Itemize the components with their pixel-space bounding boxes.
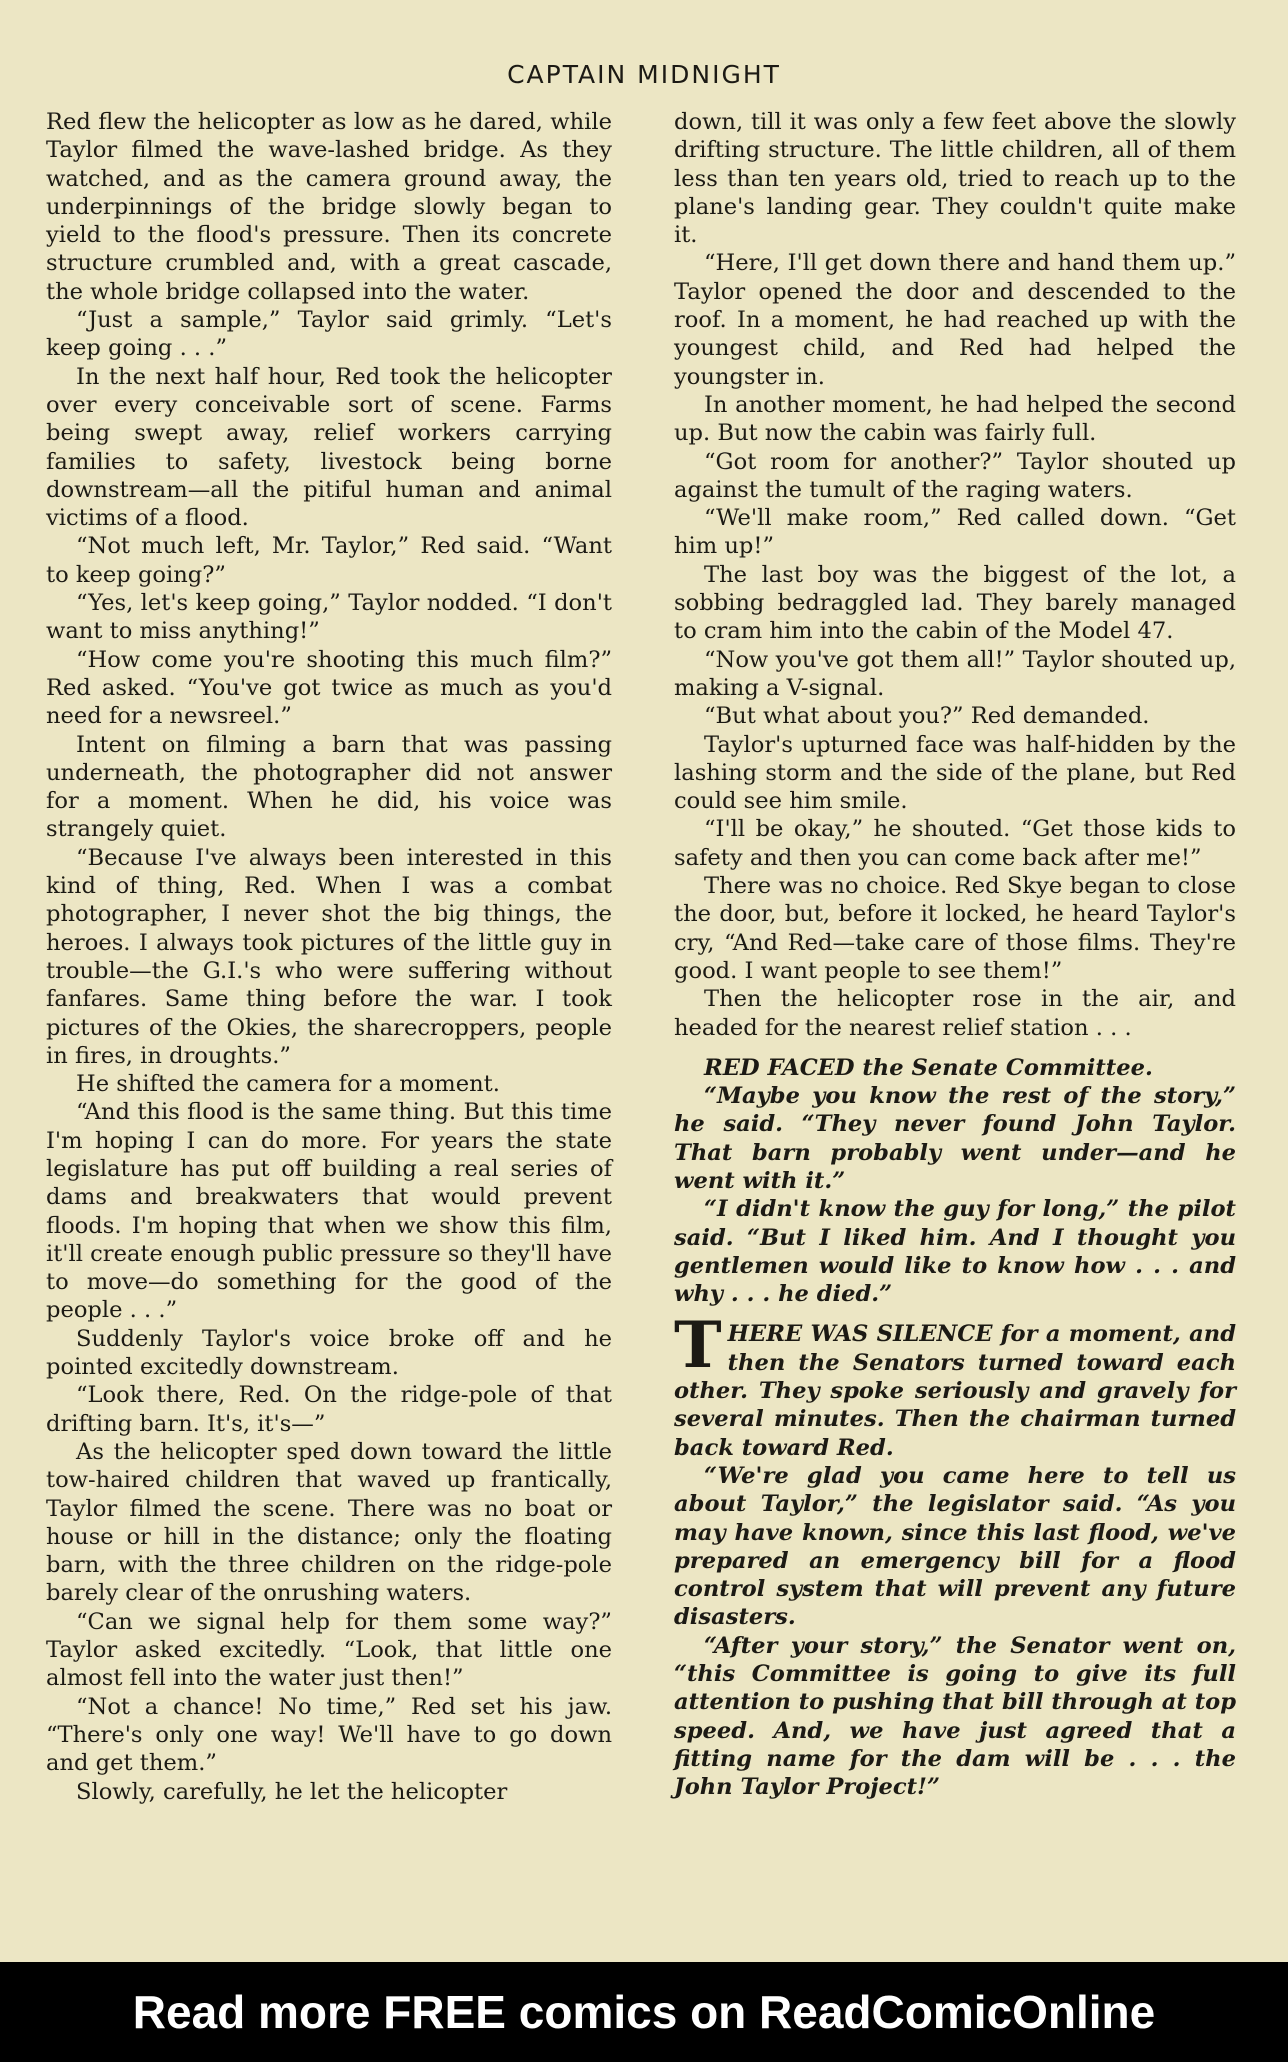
paragraph: “Not a chance! No time,” Red set his jaw. “There's only one way! We'll have to go down and get them.” <box>46 1693 612 1777</box>
paragraph: “Just a sample,” Taylor said grimly. “Let's keep going . . .” <box>46 307 612 362</box>
paragraph: Red flew the helicopter as low as he dared, while Taylor filmed the wave-lashed bridge. As they watched, and as the camera ground away, the underpinnings of the bridge slowly began to yield to the flood's pressure. Then its concrete structure crumbled and, with a great cascade, the whole bridge collapsed into the water. <box>46 109 612 305</box>
paragraph: Intent on filming a barn that was passing underneath, the photographer did not answer for a moment. When he did, his voice was strangely quiet. <box>46 731 612 843</box>
left-column <box>46 108 612 1806</box>
paragraph: Suddenly Taylor's voice broke off and he pointed excitedly downstream. <box>46 1325 612 1381</box>
paragraph: down, till it was only a few feet above the slowly drifting structure. The little children, all of them less than ten years old, tried to reach up to the plane's landing gear. They couldn't quite make it. <box>674 109 1236 249</box>
paragraph: “Got room for another?” Taylor shouted up against the tumult of the raging waters. <box>674 448 1236 503</box>
promo-banner[interactable]: Read more FREE comics on ReadComicOnline <box>0 1962 1288 2062</box>
italic-paragraph: “We're glad you came here to tell us about Taylor,” the legislator said. “As you may have known, since this last flood, we've prepared an emergency bill for a flood control system that will prevent any future disasters. <box>674 1462 1236 1631</box>
paragraph: “How come you're shooting this much film?” Red asked. “You've got twice as much as you'd need for a newsreel.” <box>46 646 612 730</box>
italic-paragraph: “After your story,” the Senator went on, “this Committee is going to give its full attention to pushing that bill through at top speed. And, we have just agreed that a fitting name for the dam will be . . . the John Taylor Project!” <box>674 1632 1236 1801</box>
paragraph: “We'll make room,” Red called down. “Get him up!” <box>674 505 1236 560</box>
paragraph: He shifted the camera for a moment. <box>76 1071 500 1098</box>
paragraph: “I'll be okay,” he shouted. “Get those kids to safety and then you can come back after me!” <box>674 816 1236 871</box>
paragraph: “And this flood is the same thing. But this time I'm hoping I can do more. For years the state legislature has put off building a real series of dams and breakwaters that would prevent floods. I'm hoping that when we show this film, it'll create enough public pressure so they'll have to move—do something for the good of the people . . .” <box>46 1099 612 1324</box>
drop-cap: T <box>674 1308 722 1384</box>
italic-paragraph: “I didn't know the guy for long,” the pilot said. “But I liked him. And I thought you gentlemen would like to know how . . . and why . . . he died.” <box>674 1196 1236 1308</box>
paragraph: Taylor's upturned face was half-hidden by the lashing storm and the side of the plane, but Red could see him smile. <box>674 731 1236 815</box>
paragraph: As the helicopter sped down toward the little tow-haired children that waved up frantically, Taylor filmed the scene. There was no boat or house or hill in the distance; only the floating barn, with the three children on the ridge-pole barely clear of the onrushing waters. <box>46 1438 612 1607</box>
italic-paragraph: “Maybe you know the rest of the story,” he said. “They never found John Taylor. That barn probably went under—and he went with it.” <box>674 1083 1236 1194</box>
paragraph: Slowly, carefully, he let the helicopter <box>76 1778 508 1805</box>
dropcap-paragraph-text: HERE WAS SILENCE for a moment, and then the Senators turned toward each other. They spoke seriously and gravely for several minutes. Then the chairman turned back toward Red. <box>674 1321 1236 1461</box>
paragraph: The last boy was the biggest of the lot, a sobbing bedraggled lad. They barely managed to cram him into the cabin of the Model 47. <box>674 561 1236 645</box>
page-header: CAPTAIN MIDNIGHT <box>507 60 781 89</box>
paragraph: “Look there, Red. On the ridge-pole of that drifting barn. It's, it's—” <box>46 1382 612 1437</box>
paragraph: “Now you've got them all!” Taylor shouted up, making a V-signal. <box>674 646 1236 701</box>
paragraph: There was no choice. Red Skye began to close the door, but, before it locked, he heard Taylor's cry, “And Red—take care of those films. They're good. I want people to see them!” <box>674 873 1236 984</box>
paragraph: “Here, I'll get down there and hand them up.” Taylor opened the door and descended to the roof. In a moment, he had reached up with the youngest child, and Red had helped the youngster in. <box>674 250 1236 390</box>
dropcap-paragraph <box>674 1308 1236 1461</box>
paragraph: Then the helicopter rose in the air, and headed for the nearest relief station . . . <box>674 986 1236 1041</box>
paragraph: In the next half hour, Red took the helicopter over every conceivable sort of scene. Farms being swept away, relief workers carrying families to safety, livestock being borne downstream—all the pitiful human and animal victims of a flood. <box>46 363 612 532</box>
paragraph: “Not much left, Mr. Taylor,” Red said. “Want to keep going?” <box>46 533 612 588</box>
paragraph: In another moment, he had helped the second up. But now the cabin was fairly full. <box>674 391 1236 447</box>
italic-paragraph: RED FACED the Senate Committee. <box>704 1054 1153 1081</box>
paragraph: “Because I've always been interested in this kind of thing, Red. When I was a combat photographer, I never shot the big things, the heroes. I always took pictures of the little guy in trouble—the G.I.'s who were suffering without fanfares. Same thing before the war. I took pictures of the Okies, the sharecroppers, people in fires, in droughts.” <box>46 844 612 1069</box>
paragraph: “Yes, let's keep going,” Taylor nodded. “I don't want to miss anything!” <box>46 590 612 645</box>
paragraph: “Can we signal help for them some way?” Taylor asked excitedly. “Look, that little one almost fell into the water just then!” <box>46 1608 612 1692</box>
paragraph: “But what about you?” Red demanded. <box>704 703 1150 730</box>
right-column <box>674 108 1236 1802</box>
